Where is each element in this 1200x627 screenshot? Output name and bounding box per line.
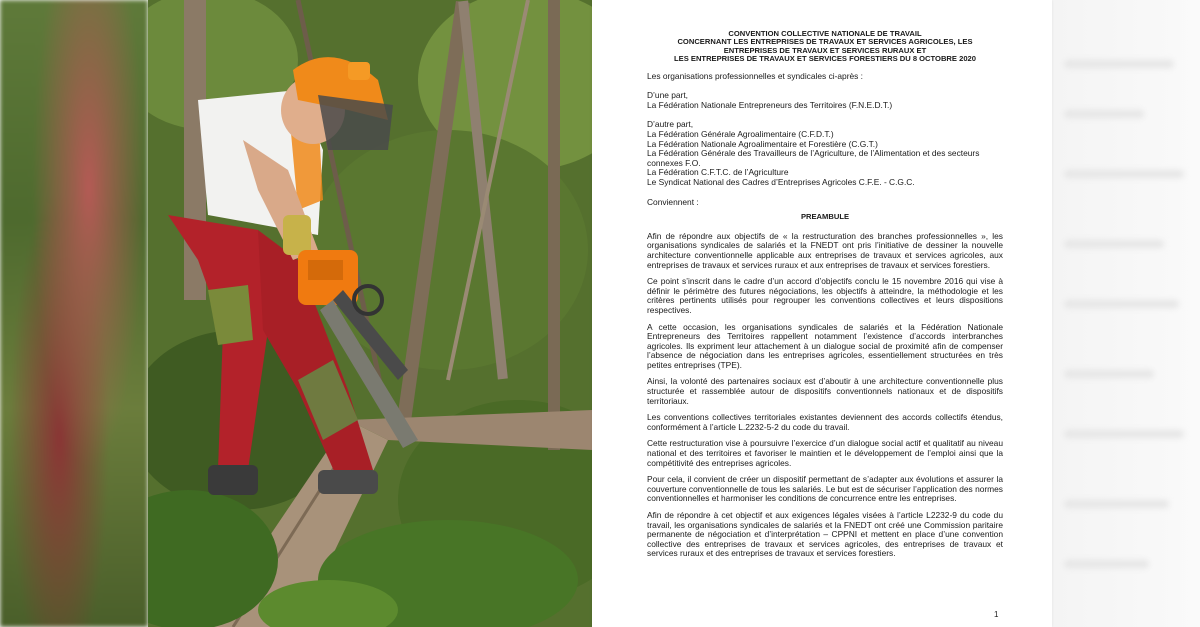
document-title: [647, 30, 1003, 64]
title-line: LES ENTREPRISES DE TRAVAUX ET SERVICES FORESTIERS DU 8 OCTOBRE 2020: [674, 54, 976, 64]
preamble-paragraph: Cette restructuration vise à poursuivre l’exercice d’un dialogue social actif et qualitatif au niveau national et des territoires et favoriser le maintien et le développement de l’emploi ainsi que la compétitivité des entreprises agricoles.: [647, 438, 1003, 468]
document-content: [647, 30, 1003, 566]
part2-organisation: La Fédération Nationale Agroalimentaire et Forestière (C.G.T.): [647, 138, 878, 149]
page-number: 1: [994, 610, 999, 619]
part2-label: D’autre part,: [647, 119, 694, 130]
title-line: CONCERNANT LES ENTREPRISES DE TRAVAUX ET SERVICES AGRICOLES, LES: [677, 37, 973, 47]
preamble-paragraph: Afin de répondre aux objectifs de « la restructuration des branches professionnelles », les organisations syndicales de salariés et la FNEDT ont pris l’initiative de dessiner la nouvelle architecture conventionnelle applicable aux entreprises de travaux et services agricoles, aux entreprises de travaux et services ruraux et aux entreprises de travaux et services forestiers.: [647, 230, 1003, 270]
intro-text: Les organisations professionnelles et syndicales ci-après :: [647, 70, 864, 81]
part2-organisation: Le Syndicat National des Cadres d’Entreprises Agricoles C.F.E. - C.G.C.: [647, 176, 915, 187]
preamble-paragraph: Pour cela, il convient de créer un dispositif permettant de s’adapter aux évolutions et assurer la couverture conventionnelle de tous les salariés. Le but est de sécuriser l’application des normes conventionnelles et harmoniser les conditions de concurrence entre les entreprises.: [647, 474, 1003, 504]
part2-organisation: connexes F.O.: [647, 157, 701, 168]
part1-organisation: La Fédération Nationale Entrepreneurs des Territoires (F.N.E.D.T.): [647, 99, 893, 110]
preamble-paragraph: Les conventions collectives territoriales existantes deviennent des accords collectifs étendus, conformément à l’article L.2232-5-2 du code du travail.: [647, 412, 1003, 432]
preamble-paragraph: Afin de répondre à cet objectif et aux exigences légales visées à l’article L2232-9 du code du travail, les organisations syndicales de salariés et la FNEDT ont créé une Commission paritaire permanente de négociation et d’interprétation – CPPNI et mettent en place d’une convention collective des entreprises de travaux et services agricoles, des entreprises de travaux et services ruraux et des entreprises de travaux et services forestiers.: [647, 510, 1003, 559]
part1-label: D’une part,: [647, 90, 688, 101]
blurred-background-right: [1050, 0, 1200, 627]
conviennent-text: Conviennent :: [647, 196, 699, 207]
preamble-paragraph: Ainsi, la volonté des partenaires sociaux est d’aboutir à une architecture conventionnelle plus structurée et rassemblée autour de dispositifs conventionnels nationaux et de dispositifs territoriaux.: [647, 376, 1003, 406]
document-page: [592, 0, 1052, 627]
part2-organisation: La Fédération Générale des Travailleurs de l’Agriculture, de l’Alimentation et des secteurs: [647, 148, 980, 159]
part2-organisation: La Fédération C.F.T.C. de l’Agriculture: [647, 167, 789, 178]
part2-organisation: La Fédération Générale Agroalimentaire (C.F.D.T.): [647, 129, 834, 139]
preamble-paragraph: A cette occasion, les organisations syndicales de salariés et la Fédération Nationale Entrepreneurs des Territoires rappellent notamment l’existence d’accords interbranches agricoles. Ils expriment leur attachement à un dialogue social de proximité afin de compenser l’absence de négociation dans les entreprises agricoles, essentiellement structurées en très petites entreprises (TPE).: [647, 321, 1003, 370]
title-line: CONVENTION COLLECTIVE NATIONALE DE TRAVAIL: [728, 29, 922, 38]
lumberjack-photo: [148, 0, 592, 627]
preamble-heading: PREAMBULE: [800, 212, 850, 222]
preamble-paragraph: Ce point s’inscrit dans le cadre d’un accord d’objectifs conclu le 15 novembre 2016 qui vise à définir le périmètre des futures négociations, les objectifs à atteindre, la méthodologie et les critères pertinents utilisés pour regrouper les conventions collectives et leurs dispositions respectives.: [647, 276, 1003, 315]
blurred-background-left: [0, 0, 148, 627]
title-line: ENTREPRISES DE TRAVAUX ET SERVICES RURAUX ET: [723, 45, 927, 55]
